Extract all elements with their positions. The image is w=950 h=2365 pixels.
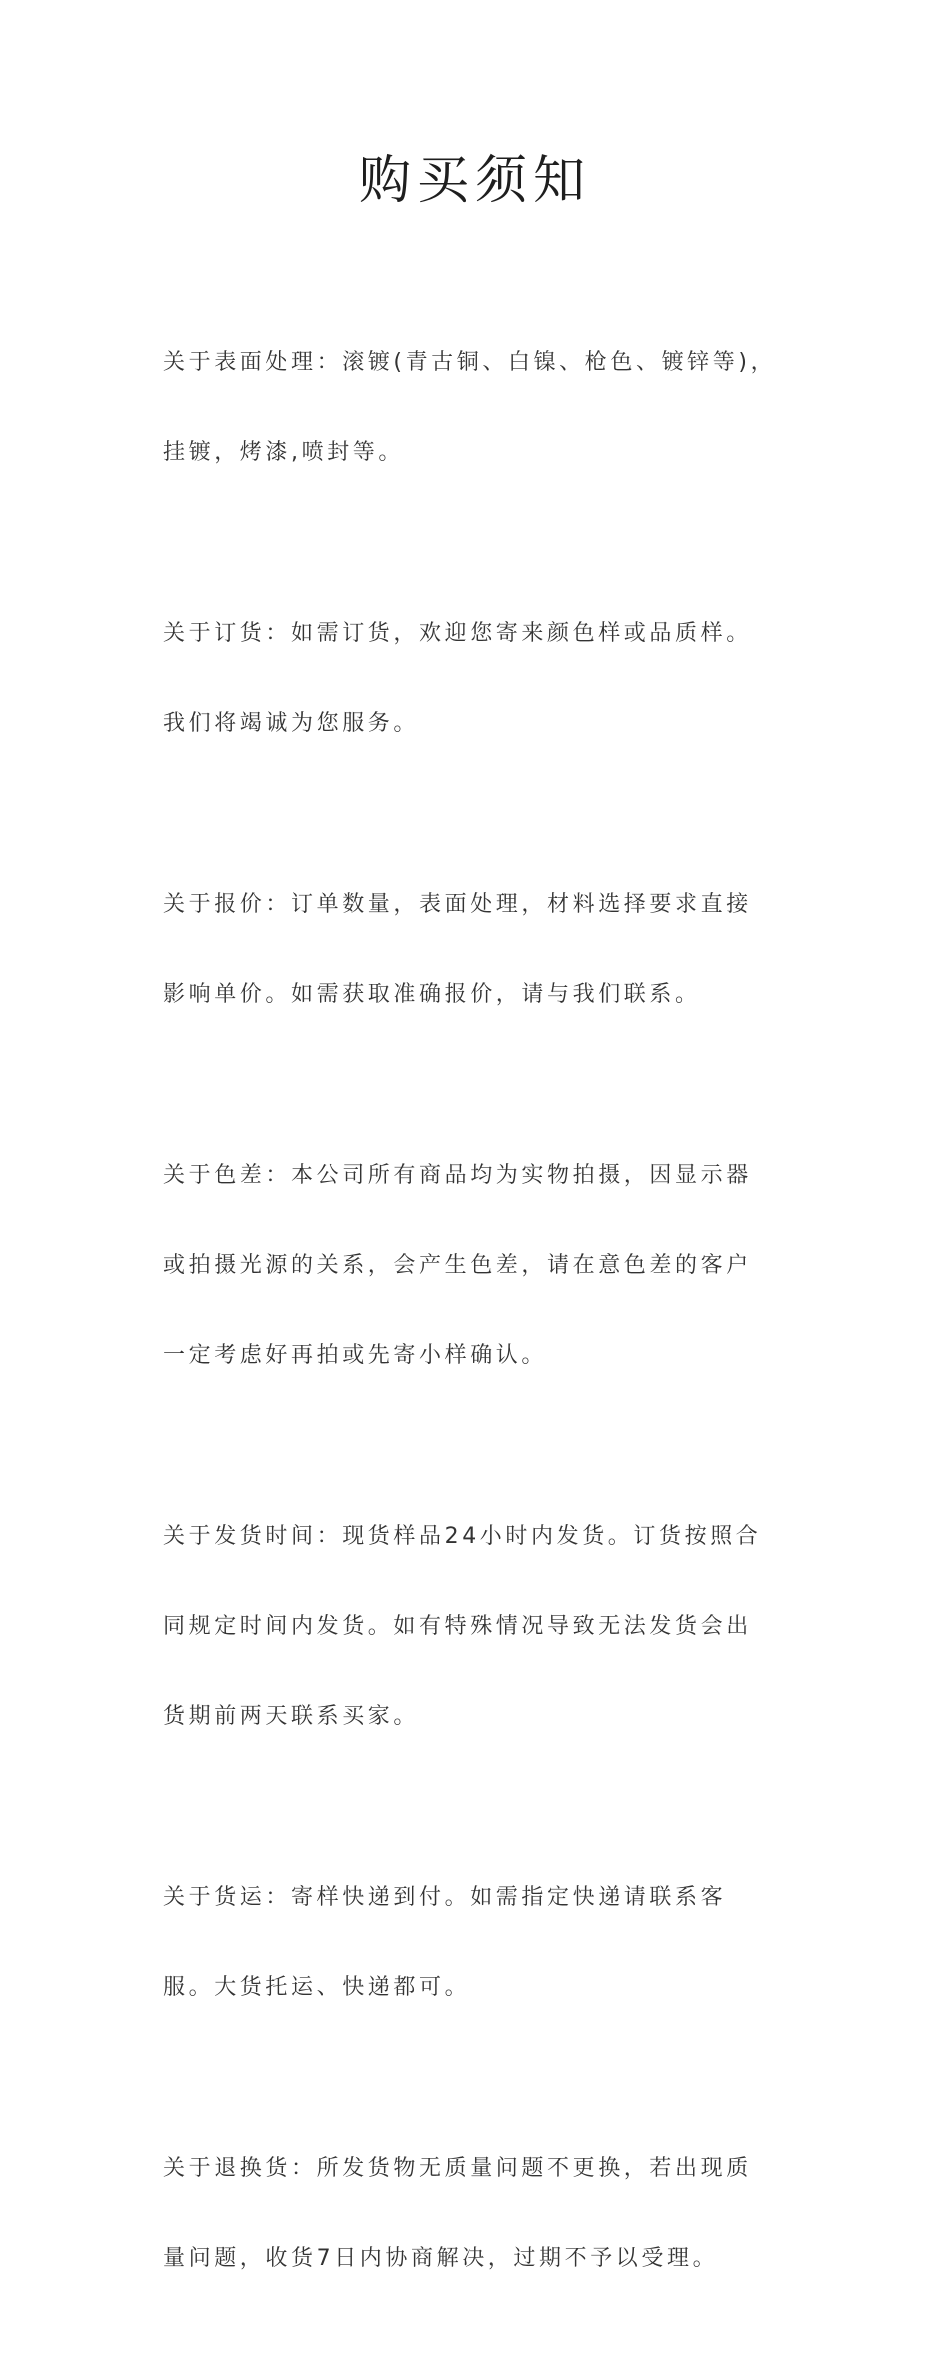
section-quotation xyxy=(163,830,803,1070)
section-line: 服。大货托运、快递都可。 xyxy=(163,1975,471,2000)
section-returns xyxy=(163,2094,803,2334)
section-line: 关于色差：本公司所有商品均为实物拍摄，因显示器 xyxy=(163,1163,752,1188)
section-line: 影响单价。如需获取准确报价，请与我们联系。 xyxy=(163,982,701,1007)
page-title: 购买须知 xyxy=(358,151,591,211)
section-line: 关于报价：订单数量，表面处理，材料选择要求直接 xyxy=(163,892,752,917)
section-line: 一定考虑好再拍或先寄小样确认。 xyxy=(163,1343,548,1368)
section-surface-treatment xyxy=(163,288,803,528)
section-line: 我们将竭诚为您服务。 xyxy=(163,711,420,736)
section-line: 或拍摄光源的关系，会产生色差，请在意色差的客户 xyxy=(163,1253,752,1278)
section-shipping xyxy=(163,1823,803,2063)
section-ordering xyxy=(163,559,803,799)
section-line: 关于表面处理：滚镀(青古铜、白镍、枪色、镀锌等)， xyxy=(163,350,777,375)
section-line: 关于订货：如需订货，欢迎您寄来颜色样或品质样。 xyxy=(163,621,752,646)
section-delivery-time xyxy=(163,1462,803,1792)
section-line: 关于退换货：所发货物无质量问题不更换，若出现质 xyxy=(163,2156,752,2181)
section-color-difference xyxy=(163,1101,803,1431)
section-line: 量问题，收货7日内协商解决，过期不予以受理。 xyxy=(163,2246,719,2271)
section-line: 同规定时间内发货。如有特殊情况导致无法发货会出 xyxy=(163,1614,752,1639)
section-line: 关于货运：寄样快递到付。如需指定快递请联系客 xyxy=(163,1885,727,1910)
notice-sections xyxy=(163,288,803,2365)
section-line: 关于发货时间：现货样品24小时内发货。订货按照合 xyxy=(163,1524,762,1549)
section-line: 挂镀，烤漆,喷封等。 xyxy=(163,440,404,465)
section-line: 货期前两天联系买家。 xyxy=(163,1704,420,1729)
